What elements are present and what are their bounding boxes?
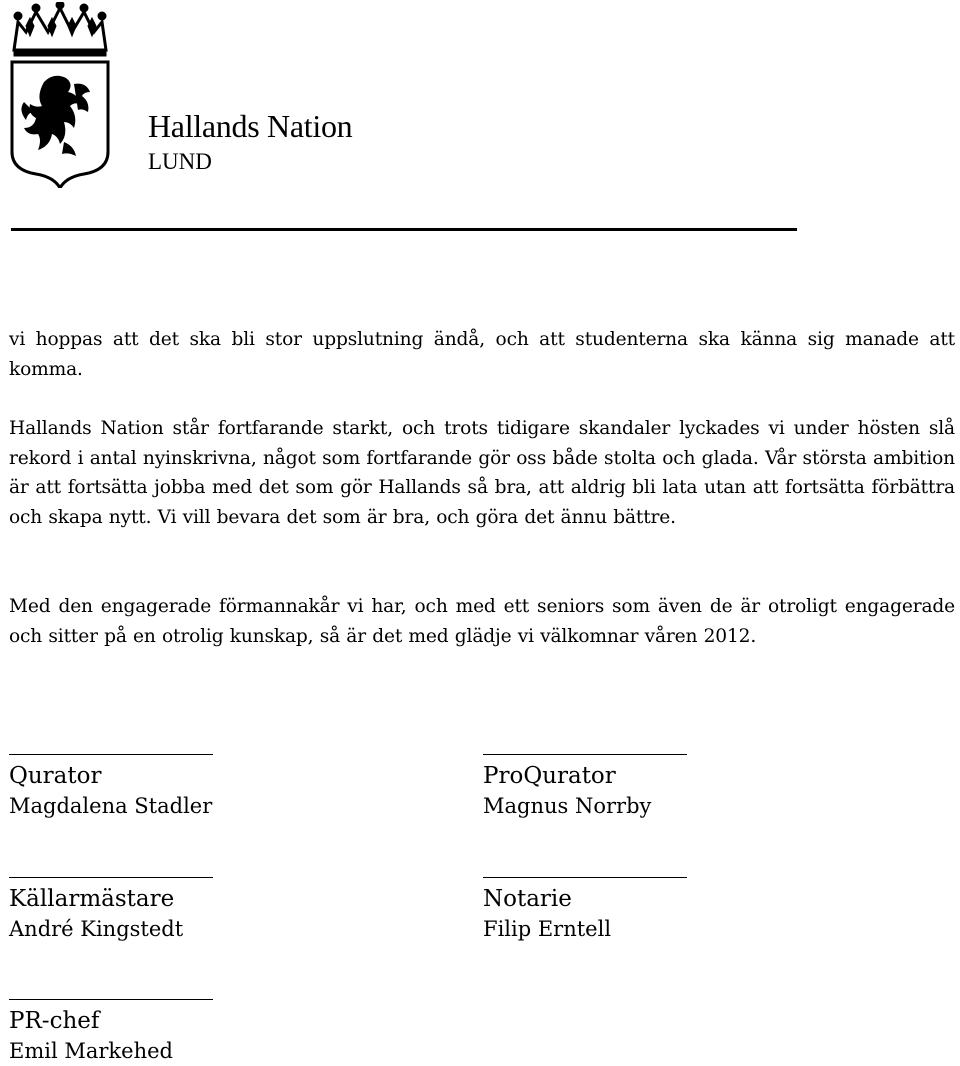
body-paragraph-1: vi hoppas att det ska bli stor uppslutning ändå, och att studenterna ska känna sig manade att komma.	[9, 329, 955, 380]
signature-line	[483, 754, 687, 755]
signature-role: Notarie	[483, 886, 572, 912]
signature-role: Qurator	[9, 763, 102, 789]
signature-block-notarie	[483, 877, 687, 944]
signature-block-qurator	[9, 754, 213, 821]
signature-line	[9, 754, 213, 755]
signature-role: Källarmästare	[9, 886, 175, 912]
signature-role: PR-chef	[9, 1008, 100, 1034]
body-paragraph-3: Med den engagerade förmannakår vi har, och med ett seniors som även de är otroligt engagerade och sitter på en otrolig kunskap, så är det med glädje vi välkomnar våren 2012.	[9, 596, 955, 647]
signature-name: André Kingstedt	[9, 917, 184, 941]
signature-line	[483, 877, 687, 878]
signature-block-kallarmastare	[9, 877, 213, 944]
signature-name: Emil Markehed	[9, 1039, 173, 1063]
signature-role: ProQurator	[483, 763, 616, 789]
coat-of-arms-icon	[4, 2, 114, 188]
header-divider	[11, 228, 797, 231]
signature-block-pr-chef	[9, 999, 213, 1066]
organization-city: LUND	[148, 149, 212, 174]
signature-name: Magnus Norrby	[483, 794, 652, 818]
organization-name: Hallands Nation	[148, 108, 353, 144]
signature-block-proqurator	[483, 754, 687, 821]
signature-line	[9, 877, 213, 878]
body-paragraph-2: Hallands Nation står fortfarande starkt, och trots tidigare skandaler lyckades vi under hösten slå rekord i antal nyinskrivna, något som fortfarande gör oss både stolta och glada. Vår största ambition är att fortsätta jobba med det som gör Hallands så bra, att aldrig bli lata utan att fortsätta förbättra och skapa nytt. Vi vill bevara det som är bra, och göra det ännu bättre.	[9, 418, 955, 528]
signature-name: Magdalena Stadler	[9, 794, 213, 818]
signature-line	[9, 999, 213, 1000]
signature-name: Filip Erntell	[483, 917, 612, 941]
